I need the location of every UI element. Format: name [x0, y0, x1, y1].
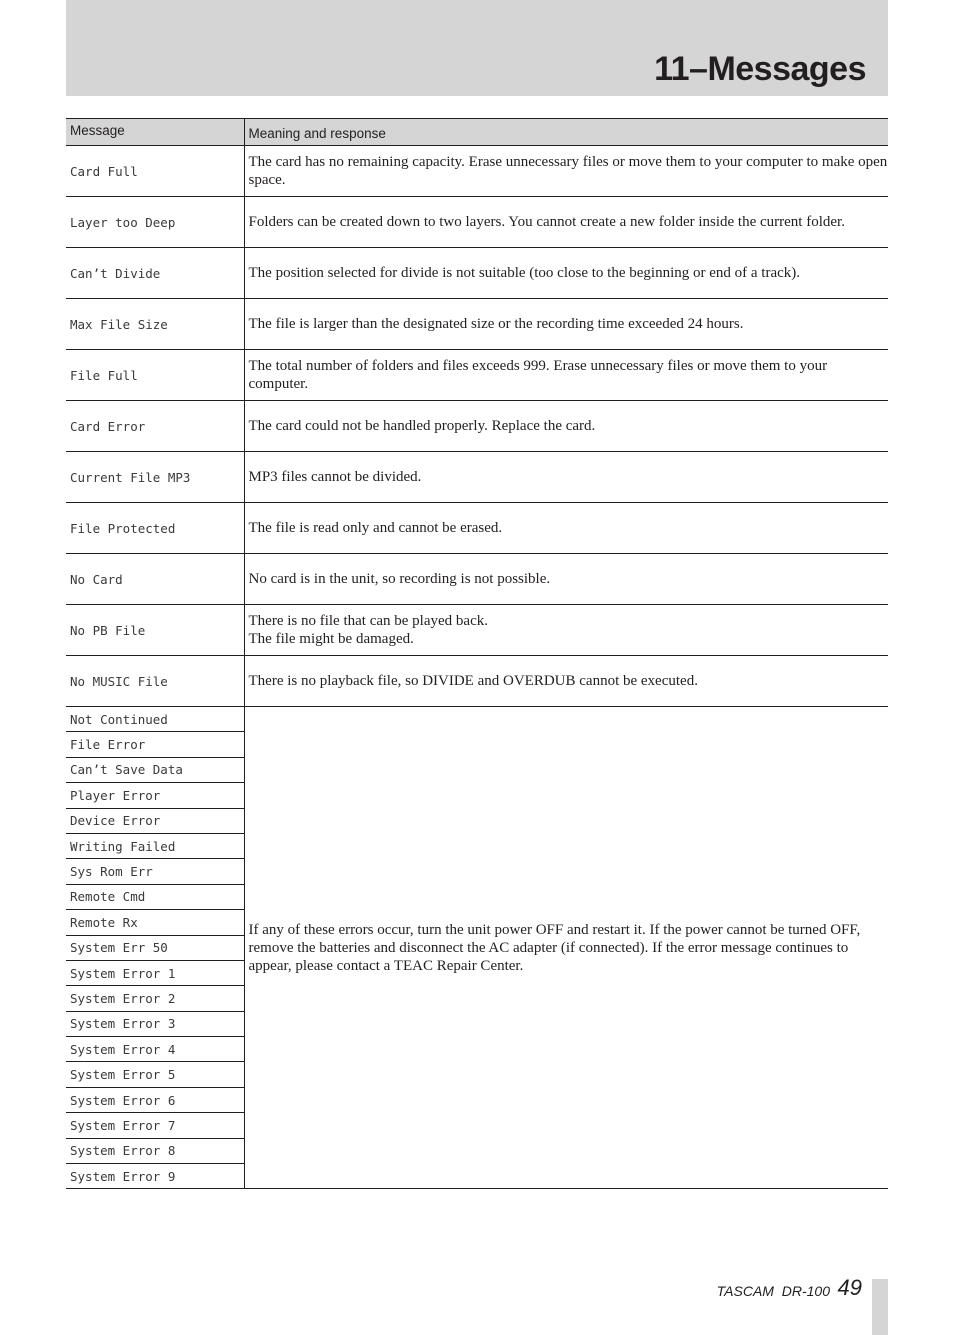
- message-meaning: Folders can be created down to two layers. You cannot create a new folder inside the current folder.: [244, 197, 888, 248]
- meaning-line: There is no file that can be played back.: [248, 613, 488, 629]
- message-code: Remote Cmd: [66, 884, 244, 909]
- column-header-meaning: Meaning and response: [244, 119, 888, 146]
- message-meaning: The position selected for divide is not suitable (too close to the beginning or end of a track).: [244, 248, 888, 299]
- page-tab-marker: [872, 1279, 888, 1335]
- message-meaning: There is no playback file, so DIVIDE and OVERDUB cannot be executed.: [244, 656, 888, 707]
- message-code: System Error 9: [66, 1164, 244, 1189]
- message-code: System Error 3: [66, 1011, 244, 1036]
- footer-brand: TASCAM DR-100: [716, 1283, 830, 1299]
- page-number: 49: [837, 1275, 862, 1300]
- table-row: [66, 248, 888, 299]
- message-code: Can’t Divide: [66, 248, 244, 299]
- header-band: [66, 0, 888, 96]
- table-row: [66, 452, 888, 503]
- table-row: [66, 146, 888, 197]
- message-code: File Protected: [66, 503, 244, 554]
- message-meaning: The file is read only and cannot be erased.: [244, 503, 888, 554]
- message-code: File Full: [66, 350, 244, 401]
- message-meaning: MP3 files cannot be divided.: [244, 452, 888, 503]
- message-code: System Err 50: [66, 935, 244, 960]
- table-row: [66, 401, 888, 452]
- message-code: Player Error: [66, 783, 244, 808]
- message-meaning: The total number of folders and files exceeds 999. Erase unnecessary files or move them to your computer.: [244, 350, 888, 401]
- message-code: System Error 6: [66, 1087, 244, 1112]
- table-body: [66, 146, 888, 1189]
- table-row: [66, 350, 888, 401]
- meaning-line: The file might be damaged.: [248, 631, 414, 647]
- message-code: Layer too Deep: [66, 197, 244, 248]
- message-meaning: The card has no remaining capacity. Erase unnecessary files or move them to your computer to make open space.: [244, 146, 888, 197]
- table-row: [66, 503, 888, 554]
- error-group-meaning: If any of these errors occur, turn the unit power OFF and restart it. If the power cannot be turned OFF, remove the batteries and disconnect the AC adapter (if connected). If the error message continues to appear, please contact a TEAC Repair Center.: [244, 707, 888, 1189]
- messages-table: [66, 118, 888, 1189]
- message-code: No PB File: [66, 605, 244, 656]
- message-code: System Error 7: [66, 1113, 244, 1138]
- message-code: Device Error: [66, 808, 244, 833]
- table-row: [66, 605, 888, 656]
- table-row: [66, 707, 888, 732]
- message-meaning: The card could not be handled properly. Replace the card.: [244, 401, 888, 452]
- message-code: Max File Size: [66, 299, 244, 350]
- message-code: Writing Failed: [66, 833, 244, 858]
- message-code: System Error 2: [66, 986, 244, 1011]
- column-header-message: Message: [66, 119, 244, 146]
- table-row: [66, 197, 888, 248]
- message-code: Card Error: [66, 401, 244, 452]
- message-code: Card Full: [66, 146, 244, 197]
- message-code: System Error 5: [66, 1062, 244, 1087]
- table-row: [66, 299, 888, 350]
- message-code: System Error 1: [66, 960, 244, 985]
- message-code: No MUSIC File: [66, 656, 244, 707]
- table-header-row: [66, 119, 888, 146]
- message-meaning: [244, 605, 888, 656]
- page-title: 11–Messages: [654, 50, 866, 88]
- message-meaning: No card is in the unit, so recording is not possible.: [244, 554, 888, 605]
- message-code: Current File MP3: [66, 452, 244, 503]
- message-code: File Error: [66, 732, 244, 757]
- message-code: Remote Rx: [66, 910, 244, 935]
- message-code: System Error 4: [66, 1037, 244, 1062]
- message-code: Not Continued: [66, 707, 244, 732]
- message-code: Can’t Save Data: [66, 757, 244, 782]
- message-code: System Error 8: [66, 1138, 244, 1163]
- message-code: Sys Rom Err: [66, 859, 244, 884]
- table-row: [66, 656, 888, 707]
- message-code: No Card: [66, 554, 244, 605]
- message-meaning: The file is larger than the designated size or the recording time exceeded 24 hours.: [244, 299, 888, 350]
- table-row: [66, 554, 888, 605]
